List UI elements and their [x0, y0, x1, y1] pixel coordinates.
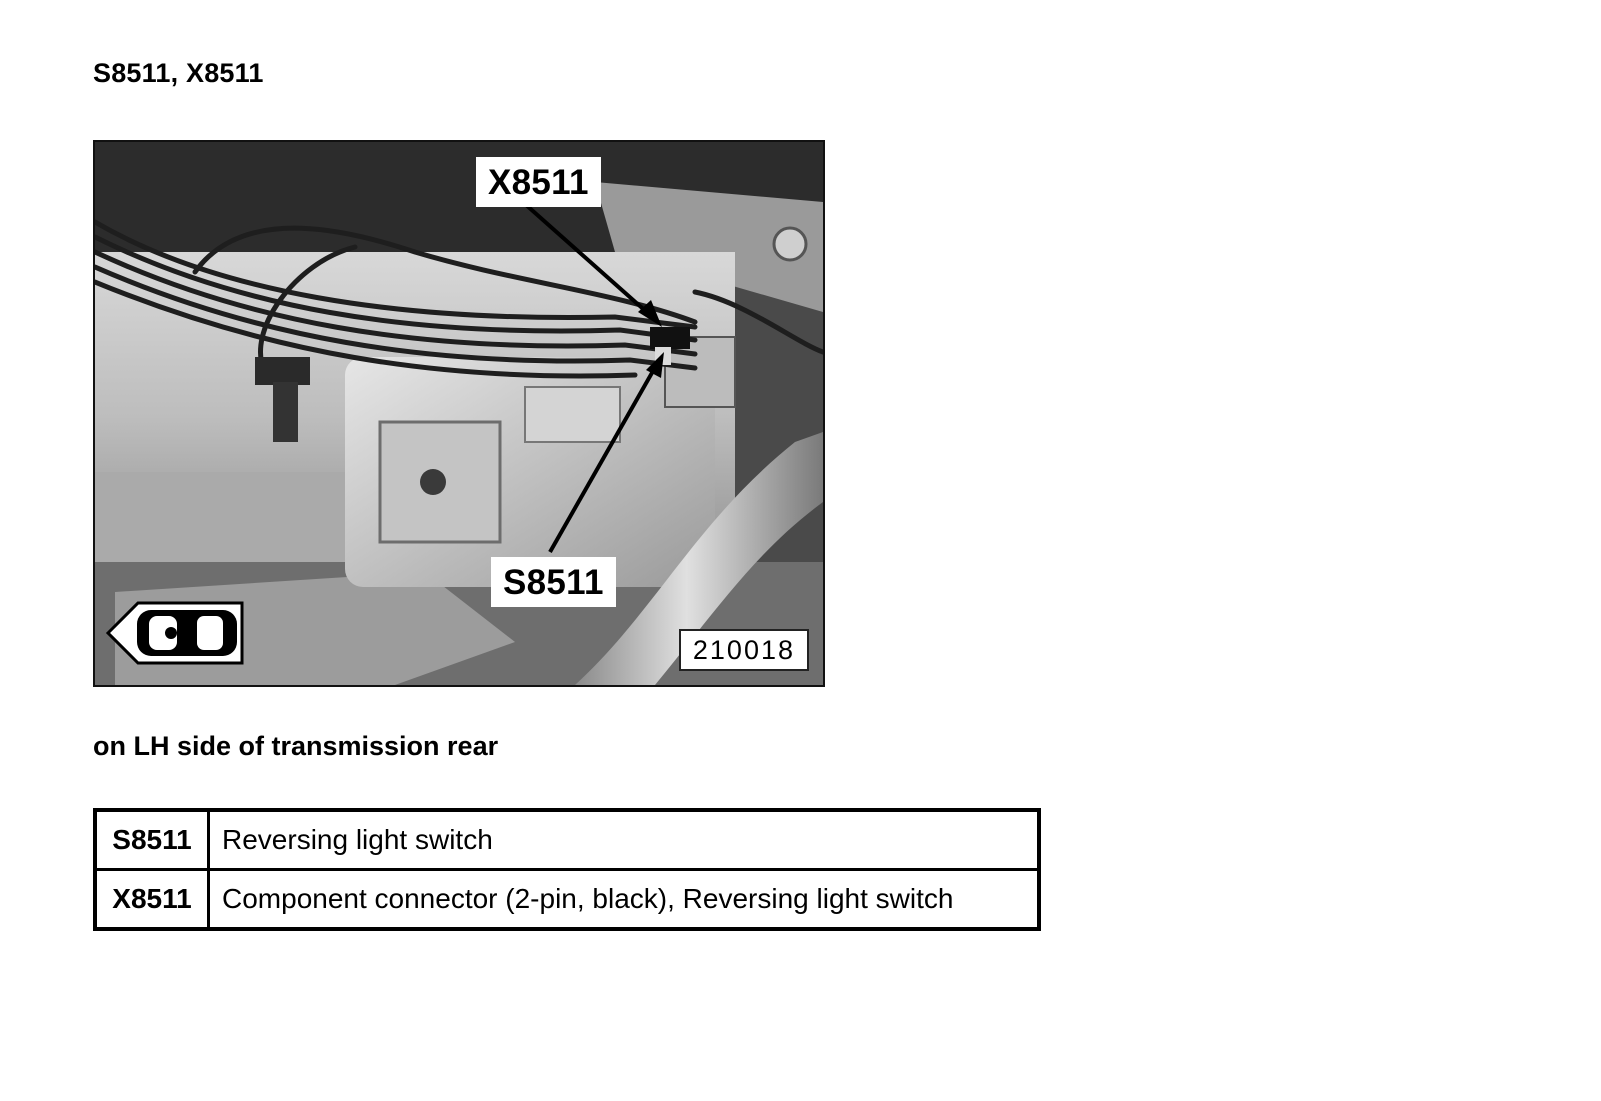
legend-table [93, 808, 1041, 931]
legend-code: S8511 [95, 810, 209, 870]
car-front-arrow-icon [105, 600, 245, 671]
figure-number: 210018 [679, 629, 809, 671]
legend-description: Reversing light switch [209, 810, 1040, 870]
callout-label-x8511: X8511 [476, 157, 601, 207]
table-row [95, 870, 1039, 930]
component-location-photo [93, 140, 825, 687]
component-location-text: on LH side of transmission rear [93, 731, 499, 761]
legend-description: Component connector (2-pin, black), Reversing light switch [209, 870, 1040, 930]
legend-code: X8511 [95, 870, 209, 930]
table-row [95, 810, 1039, 870]
callout-label-s8511: S8511 [491, 557, 616, 607]
document-title: S8511, X8511 [93, 58, 264, 88]
